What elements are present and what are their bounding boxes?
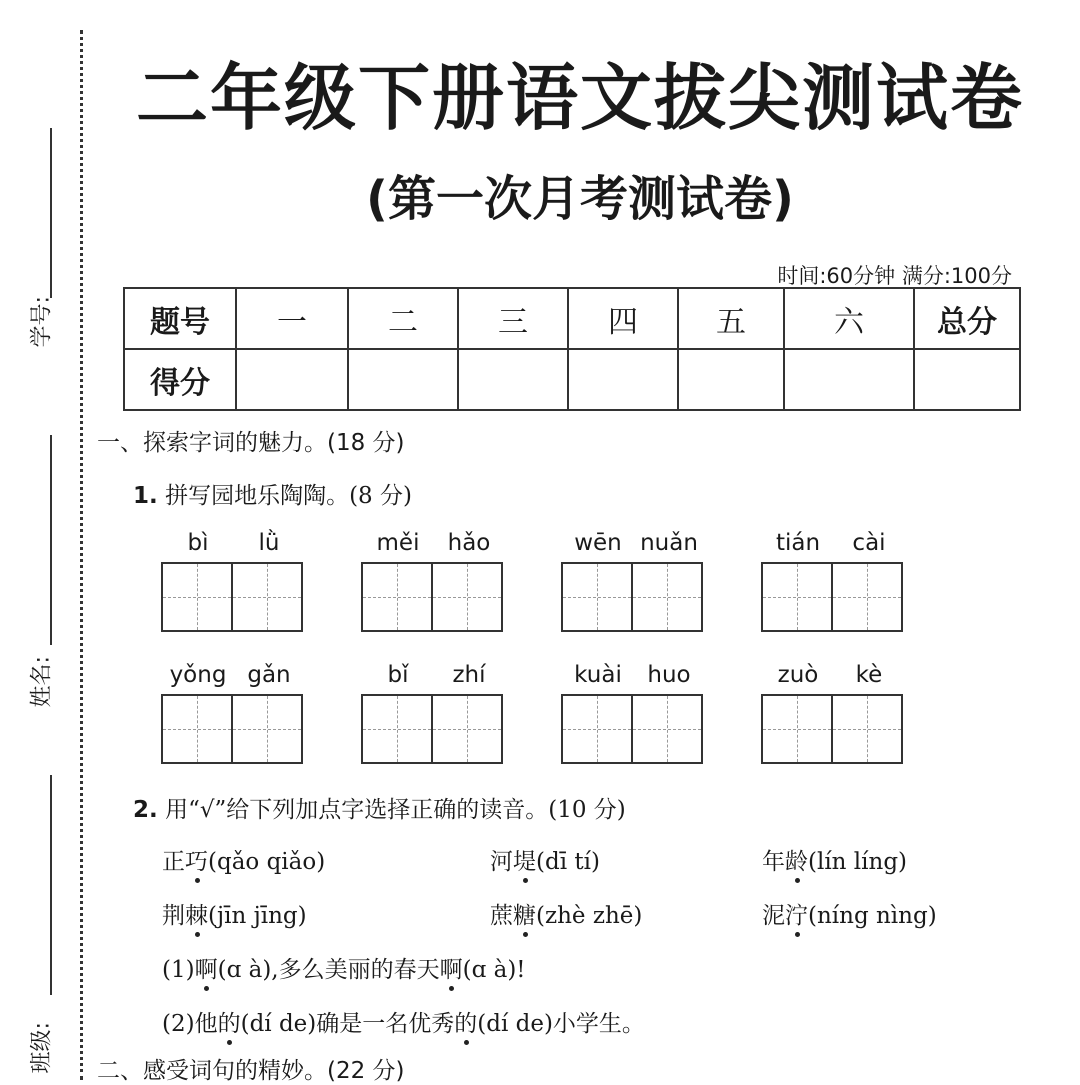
pinyin: kuài [574,662,622,688]
item-char: 年 [762,849,785,875]
time-info: 时间:60分钟 满分:100分 [777,264,1012,288]
class-blank [50,775,52,995]
item-options: (dī tí) [536,849,600,875]
sentence-2[interactable] [162,1005,645,1038]
dotted-char: 龄 [785,849,808,875]
writing-grid[interactable] [161,694,303,764]
pinyin: tián [775,530,821,556]
writing-grid[interactable] [761,562,903,632]
score-header-label: 题号 [124,288,236,349]
name-label: 姓名: [29,656,55,708]
binding-dotted-line [80,30,83,1080]
item-options: (lín líng) [808,849,908,875]
item-char: 荆 [162,903,185,929]
section1-title: 一、探索字词的魅力。(18 分) [97,430,405,456]
pinyin: lǜ [258,530,280,556]
exam-title: 二年级下册语文拔尖测试卷 [135,56,1024,140]
sentence-1[interactable] [162,951,526,984]
pronunciation-item[interactable] [490,897,642,930]
pronunciation-item[interactable] [162,843,325,876]
q1-text: 拼写园地乐陶陶。(8 分) [165,483,412,509]
score-header-2: 二 [348,288,458,349]
score-header-3: 三 [458,288,568,349]
writing-grid[interactable] [161,562,303,632]
pronunciation-item[interactable] [762,843,907,876]
score-header-1: 一 [236,288,348,349]
score-cell[interactable] [784,349,914,410]
dotted-char: 糖 [513,903,536,929]
writing-grid[interactable] [361,694,503,764]
student-no-blank [50,128,52,298]
pinyin: zuò [777,662,819,688]
pinyin: huo [647,662,691,688]
item-options: (zhè zhē) [536,903,643,929]
item-options: (qǎo qiǎo) [208,849,326,875]
pinyin: wēn [574,530,622,556]
pinyin: měi [376,530,420,556]
exam-subtitle: (第一次月考测试卷) [366,171,794,227]
dotted-char: 堤 [513,849,536,875]
score-header-6: 六 [784,288,914,349]
score-cell[interactable] [914,349,1020,410]
item-options: (jīn jīng) [208,903,307,929]
writing-grid[interactable] [361,562,503,632]
sentence-part: (ɑ à)! [462,957,526,983]
dotted-char: 的 [217,1011,241,1037]
pinyin: nuǎn [640,530,698,556]
student-no-label: 学号: [29,296,55,348]
sentence-part: (1) [162,957,195,983]
item-char: 泥 [762,903,785,929]
item-char: 河 [490,849,513,875]
score-row-label: 得分 [124,349,236,410]
q1-prompt [133,477,412,510]
pinyin: kè [855,662,883,688]
score-cell[interactable] [236,349,348,410]
score-cell[interactable] [458,349,568,410]
item-char: 正 [162,849,185,875]
score-header-total: 总分 [914,288,1020,349]
writing-grid[interactable] [561,562,703,632]
writing-grid[interactable] [561,694,703,764]
dotted-char: 巧 [185,849,208,875]
score-cell[interactable] [348,349,458,410]
pinyin: bì [187,530,209,556]
dotted-char: 泞 [785,903,808,929]
pinyin: zhí [452,662,486,688]
score-header-5: 五 [678,288,784,349]
name-blank [50,435,52,645]
q2-text: 用“√”给下列加点字选择正确的读音。(10 分) [165,797,626,823]
q1-number: 1. [133,483,158,509]
pronunciation-item[interactable] [162,897,307,930]
score-cell[interactable] [678,349,784,410]
sentence-part: (ɑ à),多么美丽的春天 [217,957,440,983]
item-char: 蔗 [490,903,513,929]
pinyin: yǒng [169,662,227,688]
score-header-4: 四 [568,288,678,349]
pronunciation-item[interactable] [762,897,937,930]
pinyin: bǐ [387,662,409,688]
writing-grid[interactable] [761,694,903,764]
q2-prompt [133,791,626,824]
dotted-char: 啊 [439,957,463,983]
sentence-part: (dí de)确是一名优秀 [240,1011,455,1037]
score-cell[interactable] [568,349,678,410]
dotted-char: 的 [454,1011,478,1037]
dotted-char: 棘 [185,903,208,929]
q2-number: 2. [133,797,158,823]
sentence-part: (dí de)小学生。 [477,1011,645,1037]
section2-title: 二、感受词句的精妙。(22 分) [97,1058,405,1084]
pinyin: gǎn [247,662,291,688]
item-options: (níng nìng) [808,903,937,929]
pinyin: hǎo [447,530,491,556]
score-table [123,287,1021,411]
class-label: 班级: [29,1022,55,1074]
sentence-part: (2)他 [162,1011,218,1037]
pinyin: cài [852,530,886,556]
pronunciation-item[interactable] [490,843,600,876]
dotted-char: 啊 [194,957,218,983]
